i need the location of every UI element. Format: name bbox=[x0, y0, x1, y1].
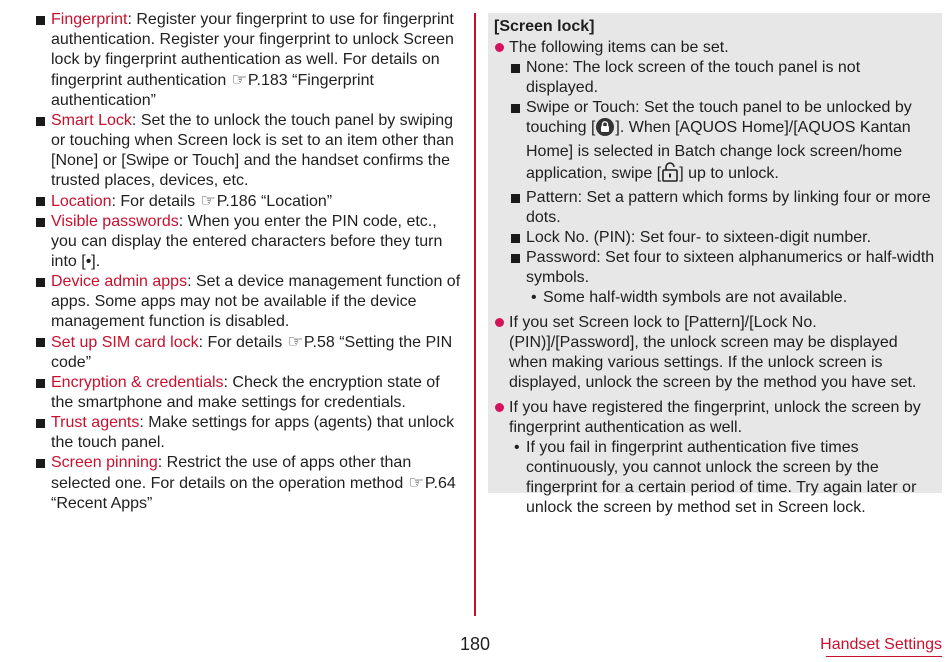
square-bullet-icon bbox=[36, 117, 45, 126]
box-title: [Screen lock] bbox=[494, 18, 595, 35]
sub-item-pattern bbox=[509, 188, 936, 228]
list-item-trust-agents bbox=[36, 413, 464, 453]
description: : For details bbox=[111, 193, 200, 210]
square-bullet-icon bbox=[36, 379, 45, 388]
sub-item-text: Pattern: Set a pattern which forms by linking four or more dots. bbox=[526, 189, 931, 226]
note-text: If you have registered the fingerprint, unlock the screen by fingerprint authentication as well. bbox=[509, 399, 921, 436]
screen-lock-note-box bbox=[488, 13, 942, 516]
description: : Register your fingerprint to use for fingerprint authentication. Register your fingerprint to unlock Screen lock by fingerprint authentication as well. For details on fingerprint authentication bbox=[51, 11, 454, 89]
sub-item-password bbox=[509, 248, 936, 308]
sub-note-text: Some half-width symbols are not available. bbox=[543, 289, 848, 306]
description: : Set a device management function of apps. Some apps may not be available if the device management function is disabled. bbox=[51, 273, 461, 330]
square-bullet-icon bbox=[36, 278, 45, 287]
square-bullet-icon bbox=[511, 254, 520, 263]
term-label: Location bbox=[51, 193, 112, 210]
reference-icon: ☞ bbox=[231, 70, 247, 89]
sub-note-text: If you fail in fingerprint authentication five times continuously, you cannot unlock the screen by the fingerprint for a certain period of time. Try again later or unlock the screen by method set in Screen lock. bbox=[526, 439, 917, 516]
column-divider bbox=[474, 13, 476, 616]
description: : Set the to unlock the touch panel by swiping or touching when Screen lock is set to an item other than [None] or [Swipe or Touch] and the handset confirms the trusted places, devices, etc. bbox=[51, 112, 454, 189]
sub-item-text: ]. When [AQUOS Home]/[AQUOS Kantan Home] is selected in Batch change lock screen/home application, swipe [ bbox=[526, 119, 911, 182]
term-label: Set up SIM card lock bbox=[51, 334, 199, 351]
term-label: Device admin apps bbox=[51, 273, 188, 290]
section-underline bbox=[826, 656, 942, 657]
reference-icon: ☞ bbox=[200, 191, 216, 210]
list-item-smart-lock bbox=[36, 111, 464, 191]
reference-text: P.186 “Location” bbox=[216, 193, 333, 210]
term-label: Encryption & credentials bbox=[51, 374, 224, 391]
square-bullet-icon bbox=[36, 16, 45, 25]
reference-text: P.58 “Setting the PIN code” bbox=[51, 334, 453, 371]
sub-item-lock-no bbox=[509, 228, 936, 248]
term-label: Visible passwords bbox=[51, 213, 179, 230]
description: : Check the encryption state of the smartphone and make settings for credentials. bbox=[51, 374, 440, 411]
square-bullet-icon bbox=[36, 218, 45, 227]
sub-item-text: Lock No. (PIN): Set four- to sixteen-digit number. bbox=[526, 229, 872, 246]
term-label: Screen pinning bbox=[51, 454, 158, 471]
list-item-fingerprint bbox=[36, 10, 464, 111]
list-item-device-admin-apps bbox=[36, 272, 464, 332]
small-bullet-icon: • bbox=[514, 439, 520, 456]
note-item bbox=[494, 38, 936, 308]
term-label: Smart Lock bbox=[51, 112, 132, 129]
reference-icon: ☞ bbox=[287, 332, 303, 351]
square-bullet-icon bbox=[36, 338, 45, 347]
square-bullet-icon bbox=[36, 419, 45, 428]
note-item bbox=[494, 398, 936, 518]
square-bullet-icon bbox=[36, 459, 45, 468]
reference-text: P.183 “Fingerprint authentication” bbox=[51, 72, 374, 109]
list-item-encryption bbox=[36, 373, 464, 413]
square-bullet-icon bbox=[511, 104, 520, 113]
list-item-visible-passwords bbox=[36, 212, 464, 272]
reference-text: P.64 “Recent Apps” bbox=[51, 475, 456, 512]
page-number: 180 bbox=[459, 634, 491, 654]
small-bullet-icon: • bbox=[531, 289, 537, 306]
unlock-icon bbox=[662, 162, 678, 188]
sub-item-text: Swipe or Touch: Set the touch panel to be unlocked by touching [ bbox=[526, 99, 912, 136]
square-bullet-icon bbox=[511, 194, 520, 203]
square-bullet-icon bbox=[36, 197, 45, 206]
sub-item-text: ] up to unlock. bbox=[679, 165, 779, 182]
note-text: If you set Screen lock to [Pattern]/[Lock No. (PIN)]/[Password], the unlock screen may be displayed when making various settings. If the unlock screen is displayed, unlock the screen by the method you have set. bbox=[509, 314, 917, 391]
term-label: Trust agents bbox=[51, 414, 140, 431]
section-link[interactable]: Handset Settings bbox=[820, 636, 942, 653]
note-text: The following items can be set. bbox=[509, 39, 729, 56]
note-item bbox=[494, 313, 936, 393]
dot-bullet-icon bbox=[495, 43, 504, 52]
square-bullet-icon bbox=[511, 234, 520, 243]
lock-icon bbox=[596, 118, 614, 142]
description: : Restrict the use of apps other than selected one. For details on the operation method bbox=[51, 454, 412, 492]
list-item-location bbox=[36, 191, 464, 212]
sub-item-text: None: The lock screen of the touch panel is not displayed. bbox=[526, 59, 861, 96]
list-item-sim-card-lock bbox=[36, 332, 464, 373]
reference-icon: ☞ bbox=[408, 473, 424, 492]
sub-item-swipe bbox=[509, 98, 936, 188]
square-bullet-icon bbox=[511, 64, 520, 73]
dot-bullet-icon bbox=[495, 403, 504, 412]
term-label: Fingerprint bbox=[51, 11, 128, 28]
left-column bbox=[36, 10, 464, 514]
sub-item-text: Password: Set four to sixteen alphanumerics or half-width symbols. bbox=[526, 249, 935, 286]
sub-note bbox=[526, 288, 936, 308]
dot-bullet-icon bbox=[495, 318, 504, 327]
description: : When you enter the PIN code, etc., you can display the entered characters before they turn into [•]. bbox=[51, 213, 443, 270]
sub-note bbox=[509, 438, 936, 518]
list-item-screen-pinning bbox=[36, 453, 464, 514]
description: : For details bbox=[198, 334, 287, 351]
sub-item-none bbox=[509, 58, 936, 98]
description: : Make settings for apps (agents) that unlock the touch panel. bbox=[51, 414, 455, 451]
